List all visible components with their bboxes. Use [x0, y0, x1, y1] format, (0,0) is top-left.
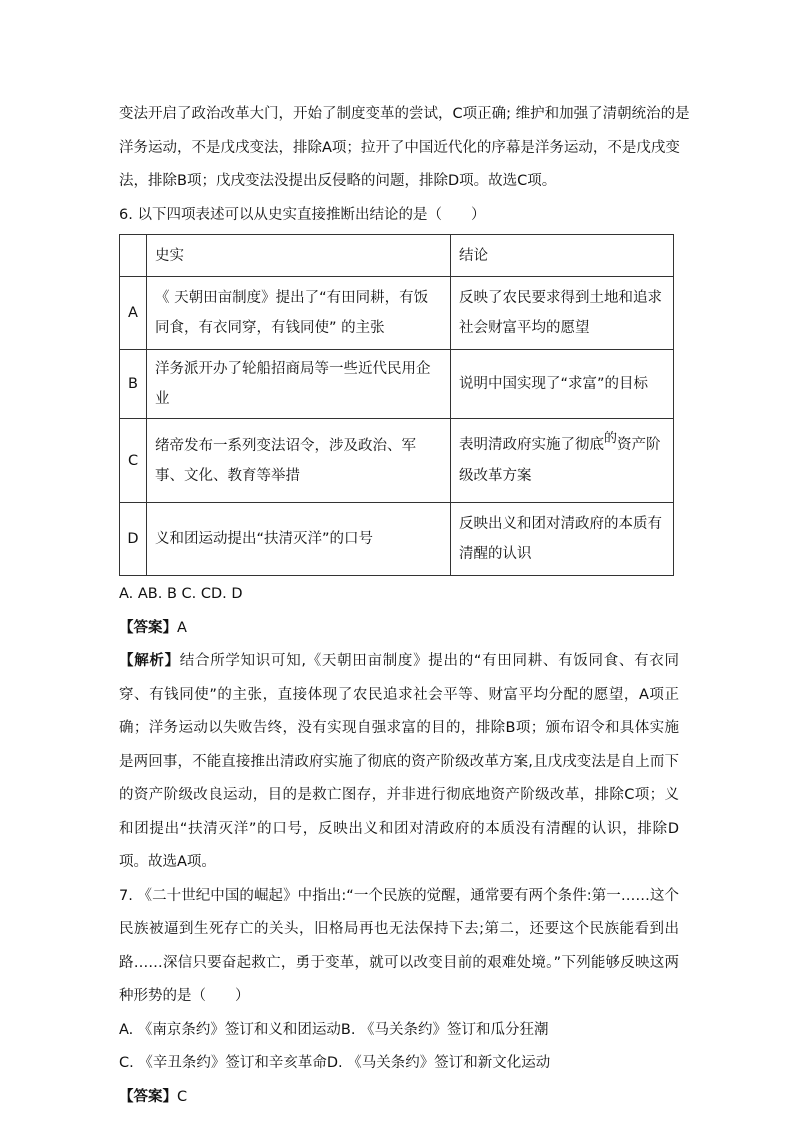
question-stem: 7. 《二十世纪中国的崛起》中指出:“一个民族的觉醒，通常要有两个条件:第一……这个民族被逼到生死存亡的关头，旧格局再也无法保持下去;第二，还要这个民族能看到出路……深信只要奋起救亡，勇于变革，就可以改变目前的艰难处境。”下列能够反映这两种形势的是（ ）: [119, 887, 679, 1004]
answer-value: A: [177, 619, 187, 636]
conclusion-cell: [451, 419, 674, 503]
conclusion-cell: 反映出义和团对清政府的本质有清醒的认识: [451, 503, 674, 576]
row-label: B: [120, 350, 147, 419]
fact-cell: 绪帝发布一系列变法诏令，涉及政治、军事、文化、教育等举措: [147, 419, 451, 503]
answer-options: A. 《南京条约》签订和义和团运动B. 《马关条约》签订和瓜分狂潮: [119, 1021, 549, 1038]
table-row: [120, 350, 674, 419]
row-label: A: [120, 277, 147, 350]
answer-value: C: [177, 1088, 188, 1105]
text-line: 法，排除B项；戊戌变法没提出反侵略的问题，排除D项。故选C项。: [119, 173, 557, 189]
analysis-paragraph: [119, 645, 679, 880]
table-row: [120, 277, 674, 350]
answer-tag: 【答案】: [119, 619, 177, 636]
answer-options: C. 《辛丑条约》签订和辛亥革命D. 《马关条约》签订和新文化运动: [119, 1055, 551, 1071]
conclusion-cell: 说明中国实现了“求富”的目标: [451, 350, 674, 419]
table-row: [120, 419, 674, 503]
question-stem: 6. 以下四项表述可以从史实直接推断出结论的是（ ）: [119, 206, 486, 223]
answer-line: [119, 612, 679, 646]
question-7: [119, 880, 679, 1115]
analysis-tag: 【解析】: [119, 653, 180, 669]
fact-cell: 义和团运动提出“扶清灭洋”的口号: [147, 503, 451, 576]
raised-character: 的: [604, 431, 618, 446]
text-line: 变法开启了政治改革大门，开始了制度变革的尝试，C项正确; 维护和加强了清朝统治的是: [119, 106, 690, 122]
answer-tag: 【答案】: [119, 1088, 177, 1105]
answer-options: A. AB. B C. CD. D: [119, 586, 243, 602]
document-page: [119, 98, 690, 1114]
text-line: 洋务运动，不是戊戌变法，排除A项；拉开了中国近代化的序幕是洋务运动，不是戊戌变: [119, 139, 680, 156]
table-header-cell: [120, 235, 147, 277]
question-6: [119, 199, 679, 880]
row-label: D: [120, 503, 147, 576]
table-row: [120, 503, 674, 576]
fact-cell: 《 天朝田亩制度》提出了“有田同耕，有饭同食，有衣同穿，有钱同使” 的主张: [147, 277, 451, 350]
conclusion-cell: 反映了农民要求得到土地和追求社会财富平均的愿望: [451, 277, 674, 350]
conclusion-text: 资产阶级改革方案: [459, 437, 661, 484]
analysis-text: 结合所学知识可知,《天朝田亩制度》提出的“有田同耕、有饭同食、有衣同穿、有钱同使”的主张，直接体现了农民追求社会平等、财富平均分配的愿望，A项正确；洋务运动以失败告终，没有实现自强求富的目的，排除B项；颁布诏令和具体实施是两回事，不能直接推出清政府实施了彻底的资产阶级改革方案,且戊戌变法是自上而下的资产阶级改良运动，目的是救亡图存，并非进行彻底地资产阶级改革，排除C项；义和团提出“扶清灭洋”的口号，反映出义和团对清政府的本质没有清醒的认识，排除D项。故选A项。: [119, 653, 679, 870]
answer-line: [119, 1081, 679, 1115]
table-header-row: [120, 235, 674, 277]
previous-explanation: [119, 98, 690, 199]
table-header-cell: 史实: [147, 235, 451, 277]
conclusion-text: 表明清政府实施了彻底: [459, 437, 604, 453]
fact-conclusion-table: [119, 234, 674, 576]
fact-cell: 洋务派开办了轮船招商局等一些近代民用企业: [147, 350, 451, 419]
table-header-cell: 结论: [451, 235, 674, 277]
row-label: C: [120, 419, 147, 503]
